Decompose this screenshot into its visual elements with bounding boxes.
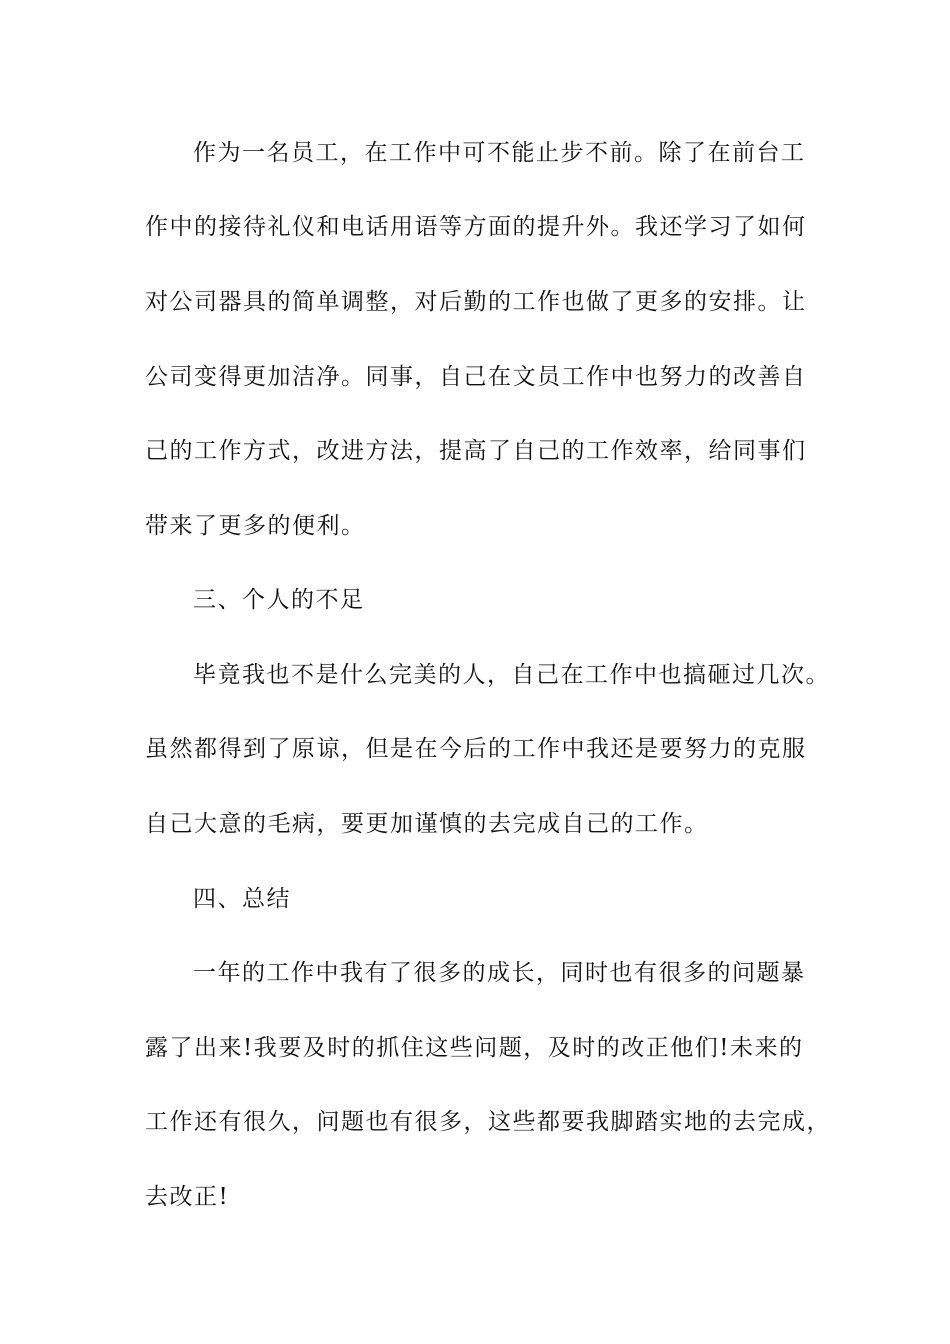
- paragraph-1-line-1: 作为一名员工，在工作中可不能止步不前。除了在前台工: [193, 140, 806, 166]
- paragraph-2-line-2: 虽然都得到了原谅，但是在今后的工作中我还是要努力的克服: [145, 736, 807, 762]
- paragraph-3-line-1: 一年的工作中我有了很多的成长，同时也有很多的问题暴: [193, 960, 806, 986]
- paragraph-3-line-2: 露了出来!我要及时的抓住这些问题，及时的改正他们!未来的: [145, 1035, 804, 1061]
- section-heading-shortcomings: 三、个人的不足: [193, 587, 365, 613]
- section-heading-summary: 四、总结: [193, 886, 291, 912]
- paragraph-3-line-4: 去改正!: [145, 1184, 230, 1210]
- paragraph-2-line-3: 自己大意的毛病，要更加谨慎的去完成自己的工作。: [145, 811, 709, 837]
- paragraph-1-line-4: 公司变得更加洁净。同事，自己在文员工作中也努力的改善自: [145, 364, 807, 390]
- paragraph-1-line-6: 带来了更多的便利。: [145, 513, 366, 539]
- paragraph-1-line-3: 对公司器具的简单调整，对后勤的工作也做了更多的安排。让: [145, 289, 807, 315]
- paragraph-3-line-3: 工作还有很久，问题也有很多，这些都要我脚踏实地的去完成，: [145, 1109, 831, 1135]
- paragraph-2-line-1: 毕竟我也不是什么完美的人，自己在工作中也搞砸过几次。: [193, 662, 830, 688]
- paragraph-1-line-2: 作中的接待礼仪和电话用语等方面的提升外。我还学习了如何: [145, 214, 807, 240]
- paragraph-1-line-5: 己的工作方式，改进方法，提高了自己的工作效率，给同事们: [145, 438, 807, 464]
